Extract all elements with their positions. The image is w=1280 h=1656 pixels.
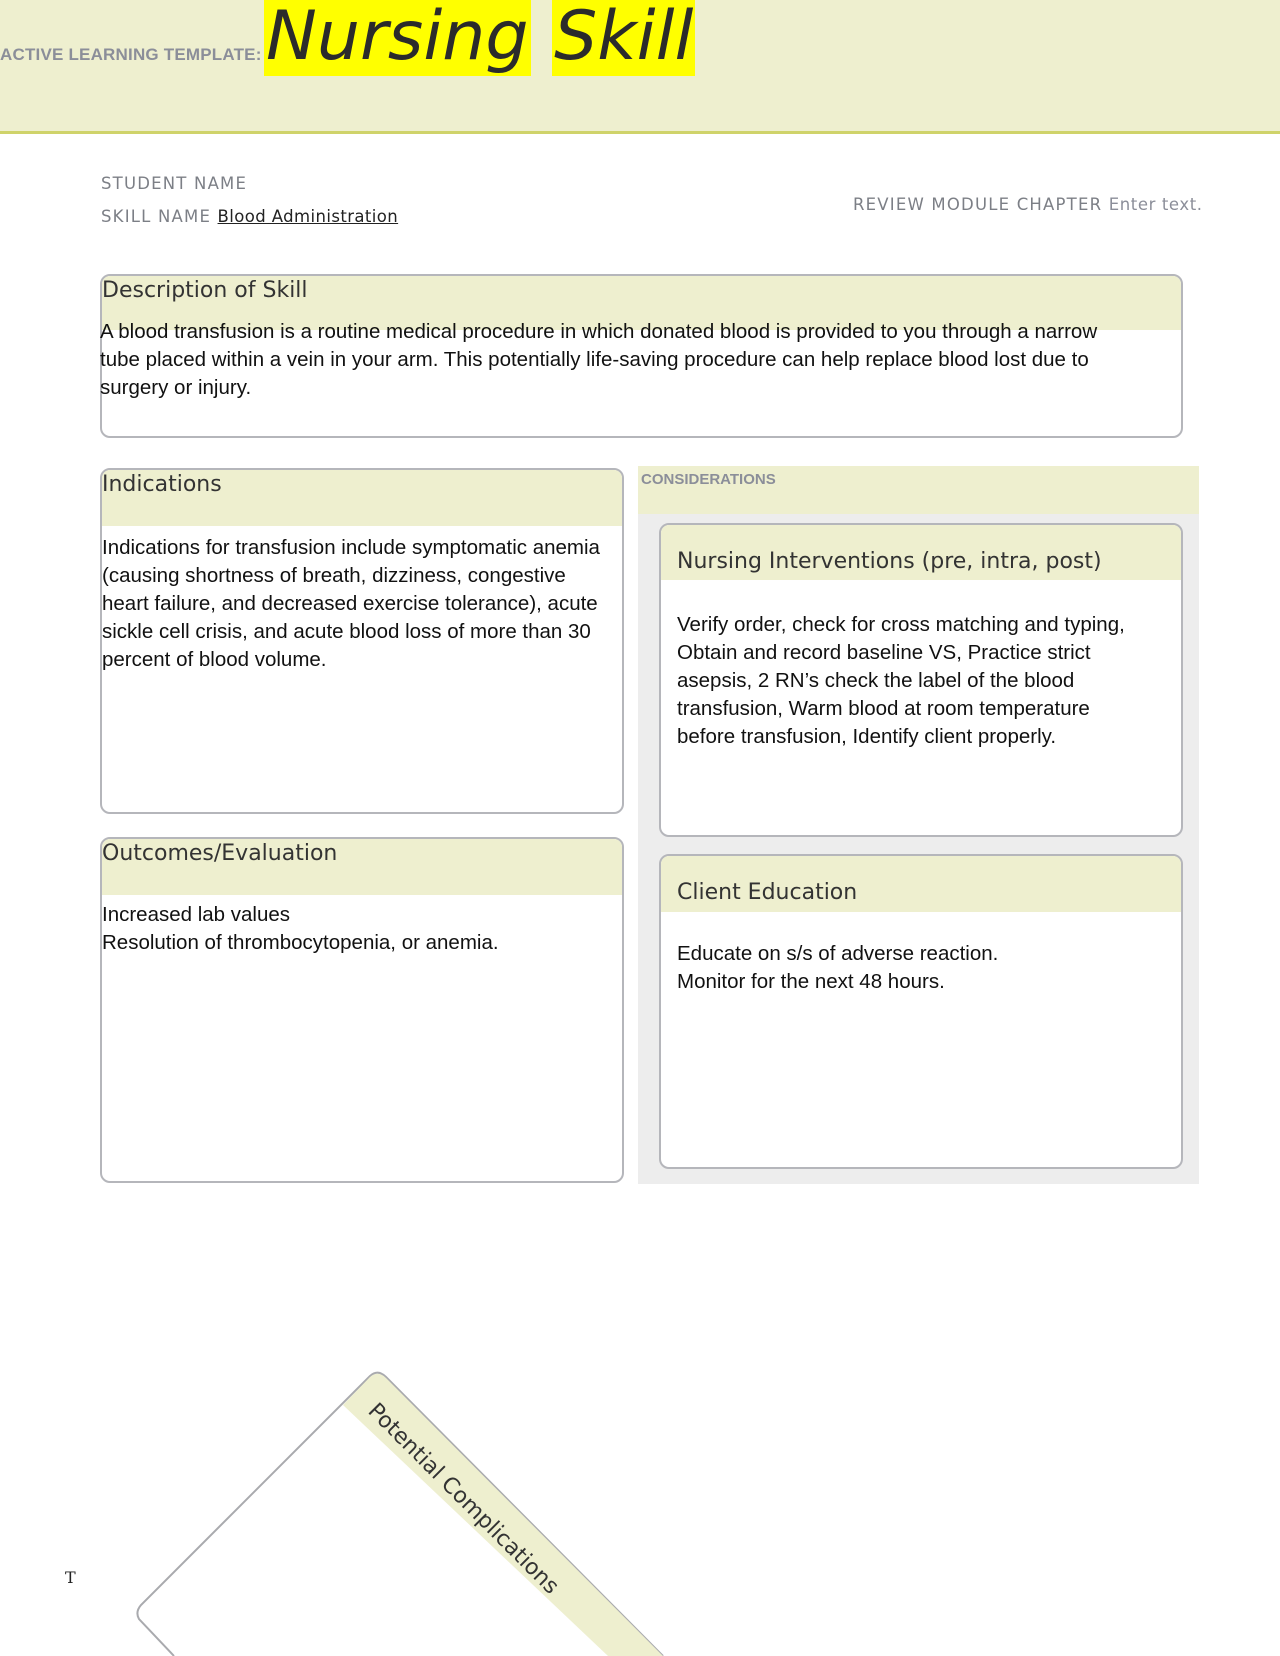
skill-name-label: SKILL NAME <box>101 207 212 226</box>
skill-name-value[interactable]: Blood Administration <box>217 207 399 226</box>
nursing-interventions-body[interactable]: Verify order, check for cross matching and typing, Obtain and record baseline VS, Practice strict asepsis, 2 RN’s check the label of the blood transfusion, Warm blood at room temperature before transfusion, Identify client properly. <box>677 613 1125 748</box>
indications-heading: Indications <box>102 470 622 526</box>
student-name-label: STUDENT NAME <box>101 174 248 193</box>
outcomes-body[interactable]: Increased lab values Resolution of thrombocytopenia, or anemia. <box>102 903 499 954</box>
complications-heading: Potential Complications <box>362 1398 564 1600</box>
description-body[interactable]: A blood transfusion is a routine medical procedure in which donated blood is provided to you through a narrow tube placed within a vein in your arm. This potentially life-saving procedure can help replace blood lost due to surgery or injury. <box>100 320 1098 399</box>
outcomes-heading: Outcomes/Evaluation <box>102 839 622 895</box>
footer-mark: T <box>65 1568 76 1587</box>
template-prefix: ACTIVE LEARNING TEMPLATE: <box>0 45 262 64</box>
description-heading: Description of Skill <box>102 276 1181 330</box>
client-education-body[interactable]: Educate on s/s of adverse reaction. Monitor for the next 48 hours. <box>677 942 999 993</box>
considerations-label: CONSIDERATIONS <box>641 471 776 488</box>
review-module-label: REVIEW MODULE CHAPTER <box>853 195 1103 214</box>
nursing-interventions-heading: Nursing Interventions (pre, intra, post) <box>661 525 1181 580</box>
title-word-2: Skill <box>552 0 695 76</box>
indications-body[interactable]: Indications for transfusion include symptomatic anemia (causing shortness of breath, dizziness, congestive heart failure, and decreased exercise tolerance), acute sickle cell crisis, and acute blood loss of more than 30 percent of blood volume. <box>102 536 600 671</box>
review-module-value[interactable]: Enter text. <box>1108 195 1203 214</box>
client-education-heading: Client Education <box>661 856 1181 912</box>
title-word-1: Nursing <box>264 0 531 76</box>
